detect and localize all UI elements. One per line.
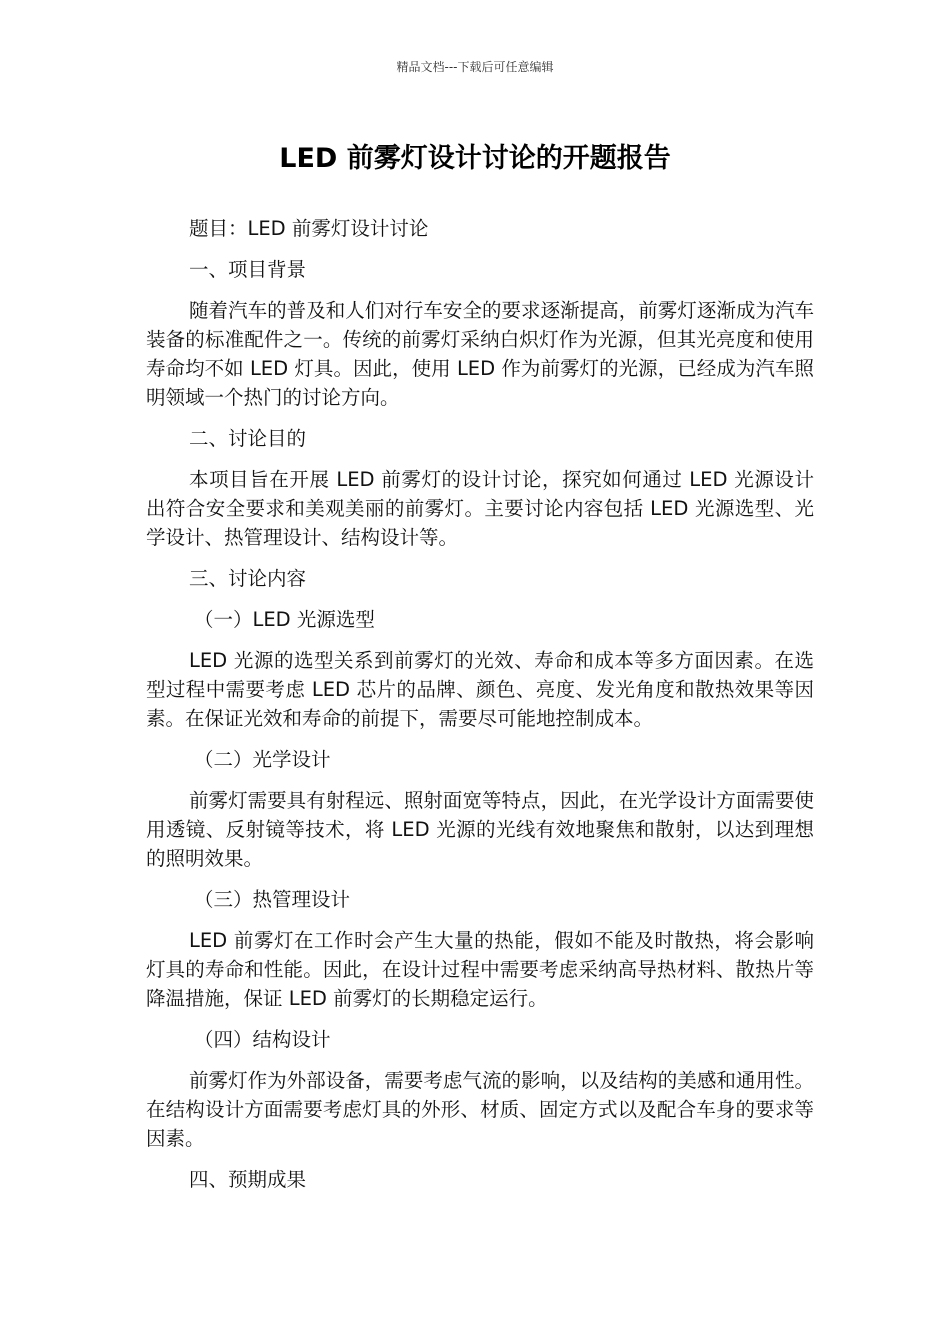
document-title: LED 前雾灯设计讨论的开题报告 bbox=[279, 143, 671, 174]
section-heading-background: 一、项目背景 bbox=[189, 258, 307, 281]
paragraph-thermal-design: LED 前雾灯在工作时会产生大量的热能，假如不能及时散热，将会影响灯具的寿命和性能。因此，在设计过程中需要考虑采纳高导热材料、散热片等降温措施，保证 LED 前雾灯的长期稳定运行。 bbox=[146, 929, 814, 1010]
section-heading-purpose: 二、讨论目的 bbox=[189, 427, 307, 450]
subsection-heading-optical-design: （二）光学设计 bbox=[194, 748, 331, 771]
paragraph-led-selection: LED 光源的选型关系到前雾灯的光效、寿命和成本等多方面因素。在选型过程中需要考虑 LED 芯片的品牌、颜色、亮度、发光角度和散热效果等因素。在保证光效和寿命的前提下，需要尽可能地控制成本。 bbox=[146, 649, 814, 730]
paragraph-structure-design: 前雾灯作为外部设备，需要考虑气流的影响，以及结构的美感和通用性。在结构设计方面需要考虑灯具的外形、材质、固定方式以及配合车身的要求等因素。 bbox=[146, 1069, 814, 1150]
paragraph-background: 随着汽车的普及和人们对行车安全的要求逐渐提高，前雾灯逐渐成为汽车装备的标准配件之一。传统的前雾灯采纳白炽灯作为光源，但其光亮度和使用寿命均不如 LED 灯具。因此，使用 LED 作为前雾灯的光源，已经成为汽车照明领域一个热门的讨论方向。 bbox=[146, 299, 814, 409]
paragraph-purpose: 本项目旨在开展 LED 前雾灯的设计讨论，探究如何通过 LED 光源设计出符合安全要求和美观美丽的前雾灯。主要讨论内容包括 LED 光源选型、光学设计、热管理设计、结构设计等。 bbox=[146, 468, 814, 549]
paragraph-optical-design: 前雾灯需要具有射程远、照射面宽等特点，因此，在光学设计方面需要使用透镜、反射镜等技术，将 LED 光源的光线有效地聚焦和散射，以达到理想的照明效果。 bbox=[146, 789, 814, 870]
topic-line: 题目：LED 前雾灯设计讨论 bbox=[189, 217, 429, 240]
subsection-heading-led-selection: （一）LED 光源选型 bbox=[194, 608, 375, 631]
document-body bbox=[146, 214, 814, 1206]
subsection-heading-thermal-design: （三）热管理设计 bbox=[194, 888, 351, 911]
header-note: 精品文档---下载后可任意编辑 bbox=[396, 60, 554, 74]
subsection-heading-structure-design: （四）结构设计 bbox=[194, 1028, 331, 1051]
section-heading-content: 三、讨论内容 bbox=[189, 567, 307, 590]
section-heading-expected-results: 四、预期成果 bbox=[189, 1168, 307, 1191]
